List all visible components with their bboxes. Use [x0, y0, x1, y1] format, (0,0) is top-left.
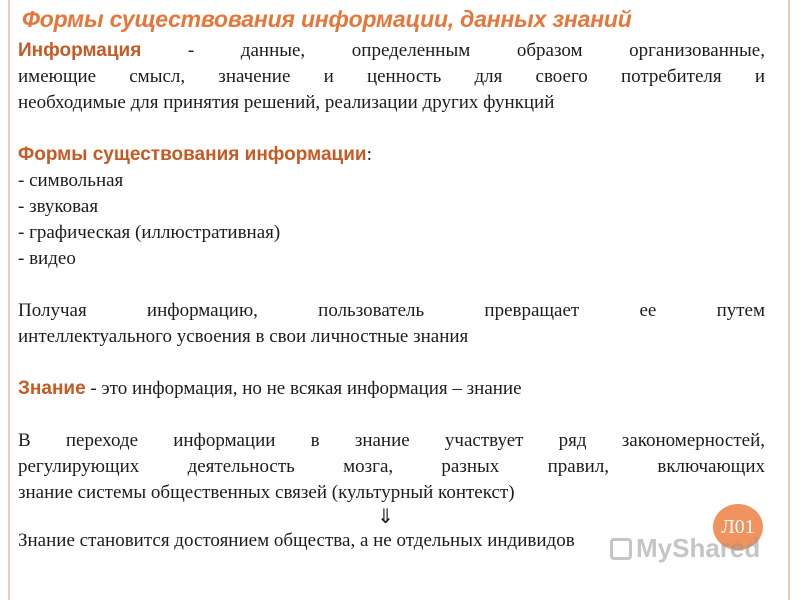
user-paragraph-line2: интеллектуального усвоения в свои личностные знания	[18, 326, 469, 347]
spacer	[18, 402, 765, 428]
forms-heading-line	[18, 142, 765, 168]
watermark-logo-icon	[610, 538, 632, 560]
forms-item-symbolic: - символьная	[18, 170, 124, 191]
slide-title: Формы существования информации, данных знаний	[22, 6, 632, 32]
forms-heading-colon: :	[366, 144, 372, 165]
spacer	[18, 116, 765, 142]
forms-item-graphic: - графическая (иллюстративная)	[18, 222, 281, 243]
info-definition-line3: необходимые для принятия решений, реализации других функций	[18, 92, 555, 113]
transition-paragraph-line2: регулирующих деятельность мозга, разных правил, включающих	[18, 456, 765, 477]
watermark	[610, 533, 760, 564]
knowledge-term: Знание	[18, 378, 86, 399]
info-term: Информация	[18, 40, 142, 61]
info-definition-rest: - данные, определенным образом организованные,	[141, 40, 765, 61]
down-arrow-icon: ⇓	[377, 506, 394, 528]
forms-heading: Формы существования информации	[18, 144, 367, 165]
info-definition-line2: имеющие смысл, значение и ценность для своего потребителя и	[18, 66, 765, 87]
knowledge-definition-rest: - это информация, но не всякая информация – знание	[85, 378, 522, 399]
forms-item-video: - видео	[18, 248, 76, 269]
forms-item-audio: - звуковая	[18, 196, 99, 217]
spacer	[18, 272, 765, 298]
slide-number-badge: Л01	[713, 504, 763, 550]
slide-content	[18, 38, 765, 554]
spacer	[18, 350, 765, 376]
watermark-text: MyShared	[636, 533, 761, 563]
user-paragraph-line1: Получая информацию, пользователь превращает ее путем	[18, 300, 765, 321]
conclusion: Знание становится достоянием общества, а не отдельных индивидов	[18, 530, 575, 551]
knowledge-definition	[18, 376, 765, 402]
info-definition-line1	[18, 38, 765, 64]
transition-paragraph-line1: В переходе информации в знание участвует ряд закономерностей,	[18, 430, 765, 451]
transition-paragraph-line3: знание системы общественных связей (культурный контекст)	[18, 482, 515, 503]
